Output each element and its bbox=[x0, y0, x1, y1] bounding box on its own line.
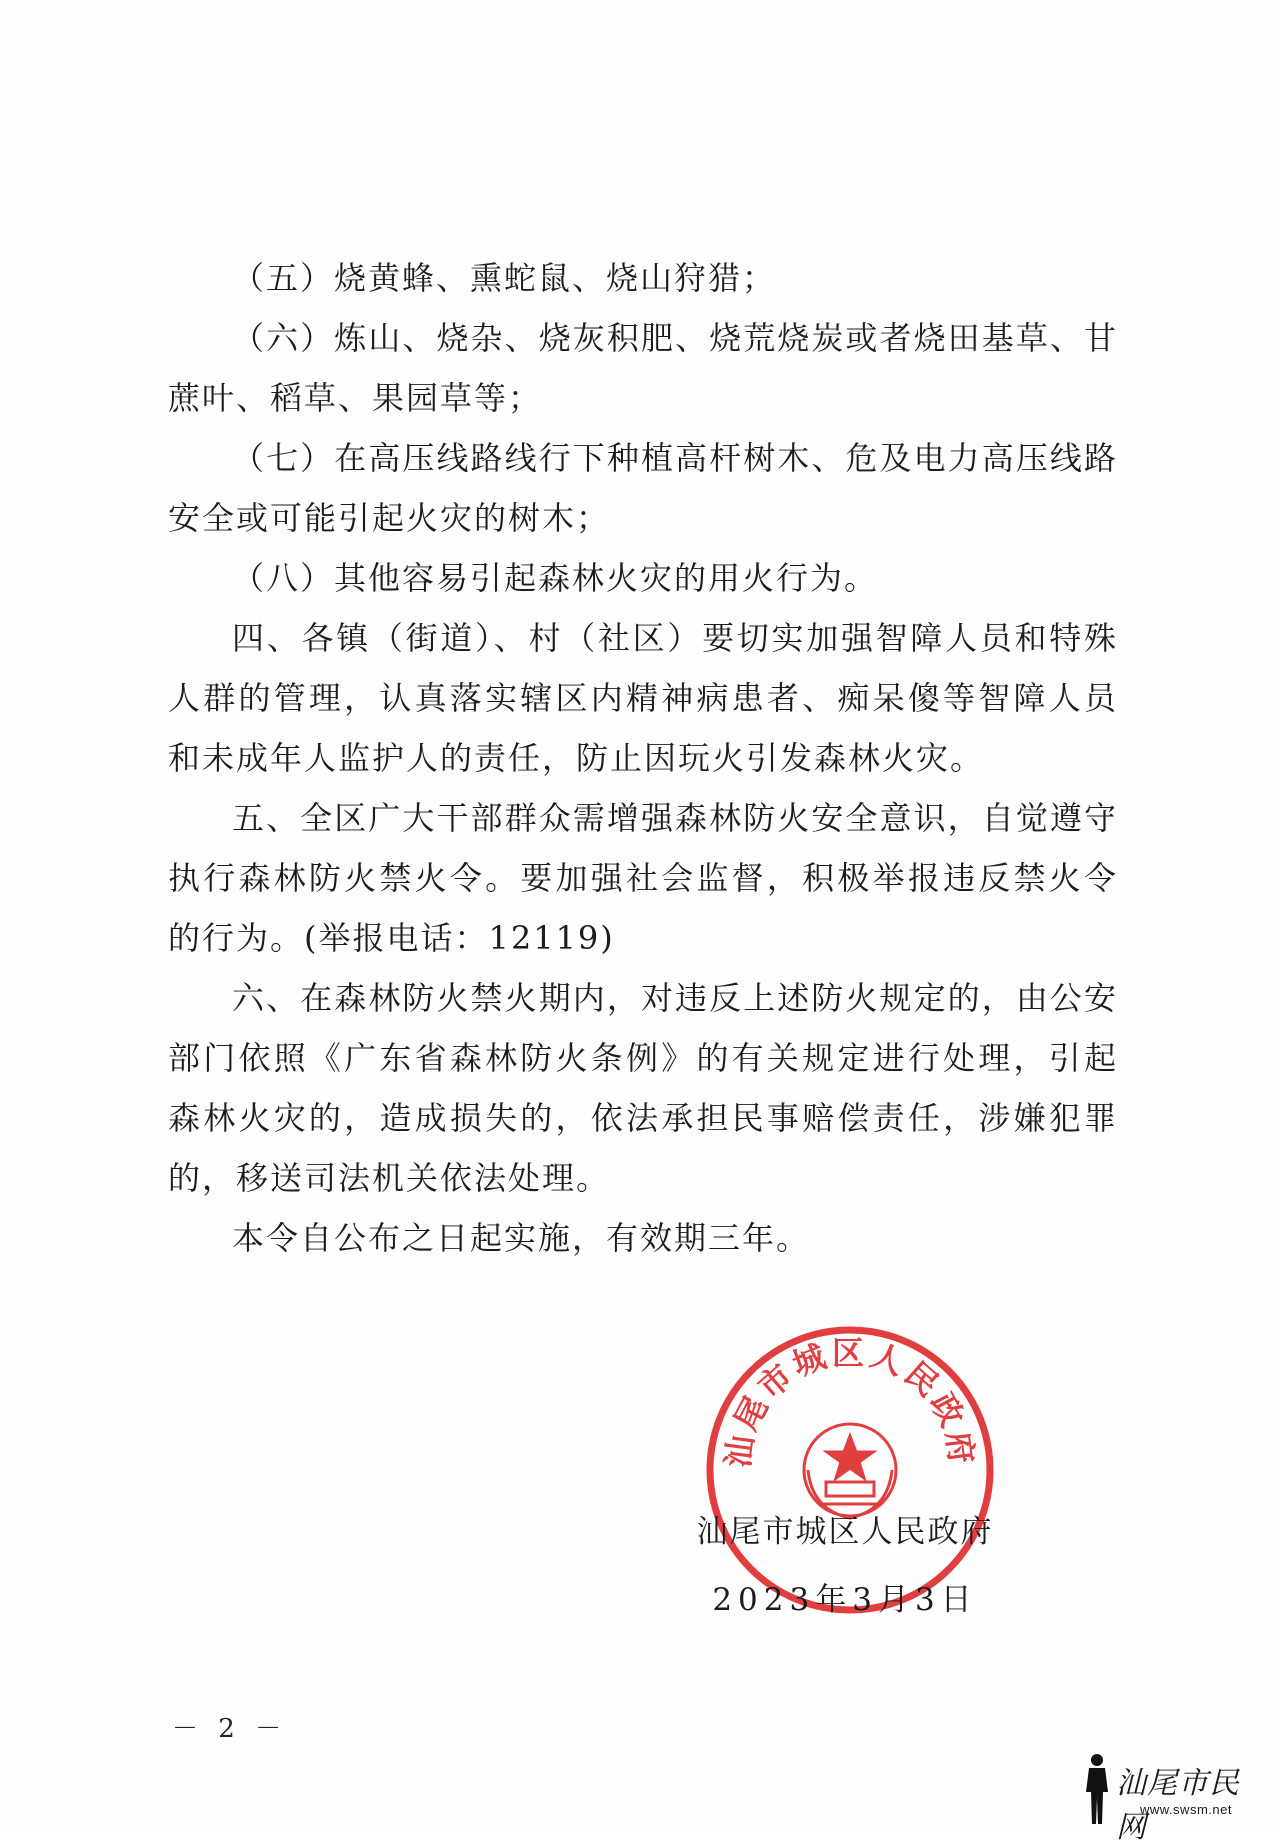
issuing-authority: 汕尾市城区人民政府 bbox=[696, 1514, 994, 1550]
site-watermark bbox=[1080, 1752, 1270, 1845]
person-silhouette-icon bbox=[1080, 1752, 1114, 1826]
page-number: － 2 － bbox=[172, 1714, 288, 1744]
document-body bbox=[168, 248, 1118, 1268]
paragraph-item-8: （八）其他容易引起森林火灾的用火行为。 bbox=[232, 559, 879, 597]
watermark-url: www.swsm.net bbox=[1140, 1802, 1232, 1817]
paragraph-item-7: （七）在高压线路线行下种植高杆树木、危及电力高压线路安全或可能引起火灾的树木； bbox=[168, 439, 1118, 537]
signature-block bbox=[680, 1502, 1010, 1630]
issue-date: 2023年3月3日 bbox=[712, 1582, 978, 1618]
paragraph-item-5: （五）烧黄蜂、熏蛇鼠、烧山狩猎； bbox=[232, 259, 777, 297]
paragraph-effective-date: 本令自公布之日起实施，有效期三年。 bbox=[232, 1219, 811, 1257]
watermark-text: 汕尾市民网 bbox=[1116, 1766, 1240, 1845]
paragraph-section-4: 四、各镇（街道）、村（社区）要切实加强智障人员和特殊人群的管理，认真落实辖区内精神病患者、痴呆傻等智障人员和未成年人监护人的责任，防止因玩火引发森林火灾。 bbox=[168, 619, 1118, 777]
seal-text: 汕尾市城区人民政府 bbox=[718, 1333, 982, 1470]
paragraph-section-5: 五、全区广大干部群众需增强森林防火安全意识，自觉遵守执行森林防火禁火令。要加强社会监督，积极举报违反禁火令的行为。(举报电话：12119) bbox=[168, 799, 1118, 957]
paragraph-item-6: （六）炼山、烧杂、烧灰积肥、烧荒烧炭或者烧田基草、甘蔗叶、稻草、果园草等； bbox=[168, 319, 1118, 417]
paragraph-section-6: 六、在森林防火禁火期内，对违反上述防火规定的，由公安部门依照《广东省森林防火条例》的有关规定进行处理，引起森林火灾的，造成损失的，依法承担民事赔偿责任，涉嫌犯罪的，移送司法机关依法处理。 bbox=[168, 979, 1118, 1197]
